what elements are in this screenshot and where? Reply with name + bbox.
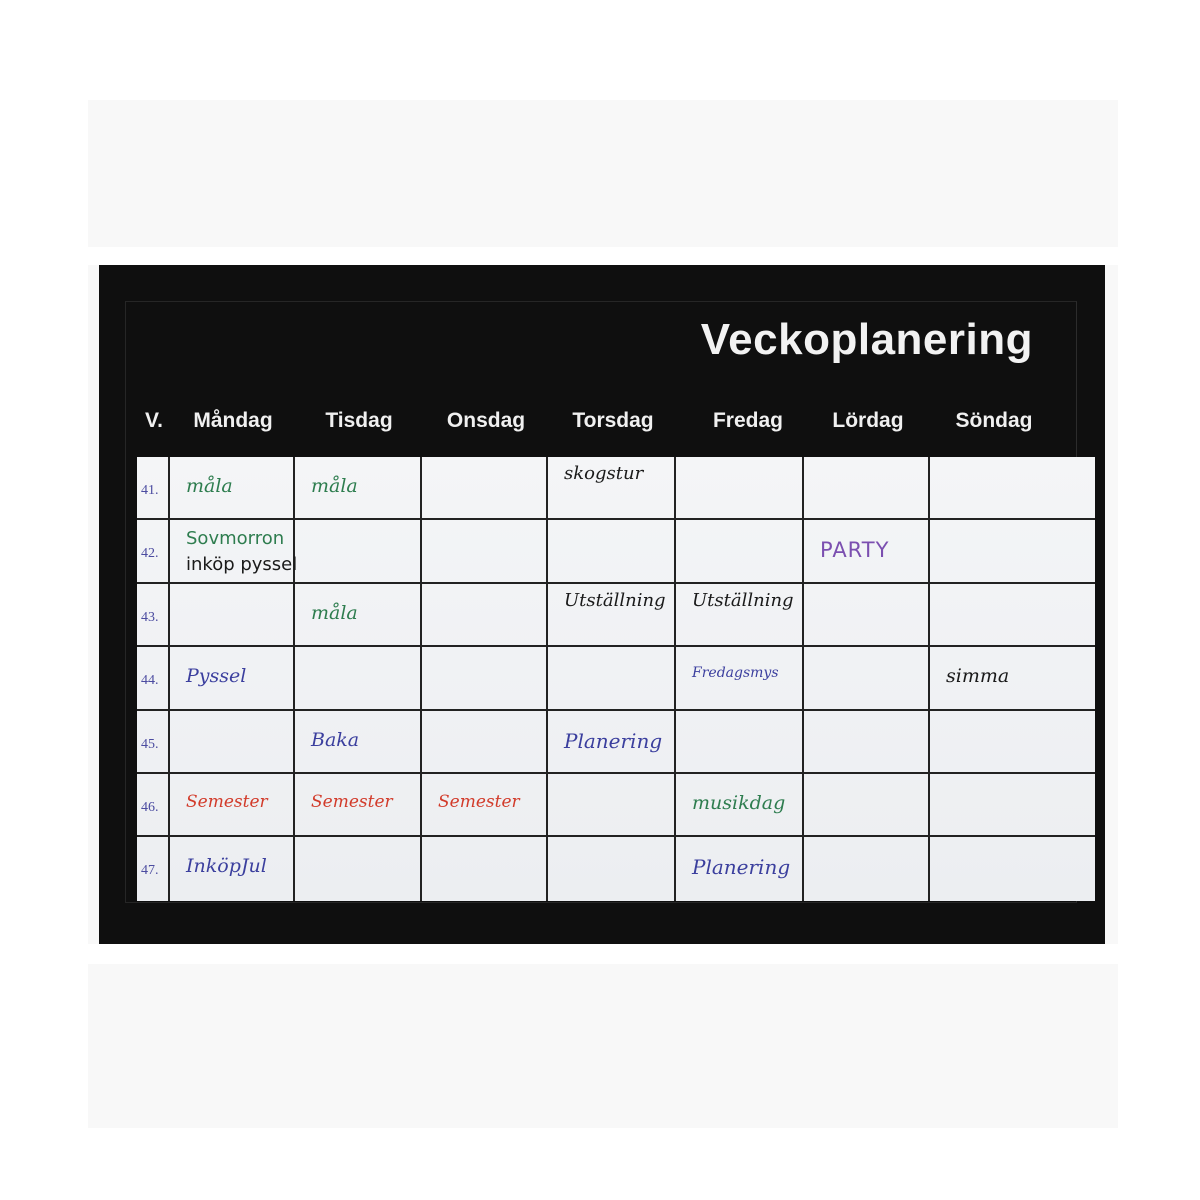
day-cell[interactable] — [548, 774, 676, 837]
week-number-cell — [137, 774, 170, 837]
week-number: 45. — [141, 736, 159, 752]
day-cell[interactable] — [930, 457, 1095, 520]
day-cell[interactable] — [548, 837, 676, 900]
day-cell[interactable] — [170, 711, 295, 774]
day-cell[interactable] — [422, 457, 548, 520]
planner-entry: Semester — [311, 792, 393, 812]
day-cell[interactable] — [930, 837, 1095, 900]
day-cell[interactable] — [676, 457, 804, 520]
day-cell[interactable] — [422, 647, 548, 710]
day-header-sndag: Söndag — [955, 409, 1033, 432]
week-number: 47. — [141, 863, 159, 879]
planner-entry: Fredagsmys — [692, 665, 779, 682]
planner-grid — [137, 457, 1095, 901]
day-cell[interactable] — [804, 837, 930, 900]
planner-entry: skogstur — [564, 463, 644, 484]
board-title: Veckoplanering — [700, 315, 1033, 364]
planner-entry: Sovmorron — [186, 528, 285, 550]
day-cell[interactable] — [930, 774, 1095, 837]
day-header-tisdag: Tisdag — [325, 409, 393, 432]
day-cell[interactable] — [295, 520, 422, 583]
planner-entry: Pyssel — [186, 665, 247, 688]
day-cell[interactable] — [295, 647, 422, 710]
week-number: 42. — [141, 546, 159, 562]
day-cell[interactable] — [422, 711, 548, 774]
planner-entry: Baka — [311, 728, 360, 751]
planner-entry: musikdag — [692, 792, 786, 814]
day-cell[interactable] — [548, 520, 676, 583]
week-number-cell — [137, 711, 170, 774]
planner-entry: Semester — [438, 792, 520, 812]
week-number: 46. — [141, 800, 159, 815]
day-cell[interactable] — [930, 711, 1095, 774]
day-cell[interactable] — [804, 774, 930, 837]
week-number-cell — [137, 457, 170, 520]
day-cell[interactable] — [804, 647, 930, 710]
day-cell[interactable] — [676, 711, 804, 774]
background-band — [88, 247, 1118, 265]
week-number-cell — [137, 647, 170, 710]
day-header-onsdag: Onsdag — [446, 409, 526, 432]
planner-entry: PARTY — [820, 538, 890, 563]
planner-entry: Semester — [186, 792, 268, 812]
planner-entry: måla — [311, 601, 358, 624]
day-cell[interactable] — [804, 457, 930, 520]
day-cell[interactable] — [804, 711, 930, 774]
day-cell[interactable] — [804, 584, 930, 647]
day-cell[interactable] — [676, 520, 804, 583]
planner-entry: simma — [946, 665, 1010, 688]
planner-entry: måla — [186, 475, 233, 497]
day-header-lrdag: Lördag — [832, 409, 904, 432]
week-number: 41. — [141, 483, 159, 498]
planner-entry: Planering — [692, 855, 791, 880]
week-number-cell — [137, 837, 170, 900]
day-cell[interactable] — [548, 647, 676, 710]
planner-entry: måla — [311, 475, 358, 497]
planner-entry: Utställning — [692, 589, 794, 611]
day-cell[interactable] — [930, 584, 1095, 647]
day-cell[interactable] — [170, 584, 295, 647]
day-header-fredag: Fredag — [712, 409, 783, 432]
day-cell[interactable] — [422, 584, 548, 647]
planner-board — [99, 265, 1105, 944]
planner-entry: InköpJul — [186, 855, 267, 878]
planner-entry: Utställning — [564, 589, 666, 611]
week-column-header: V. — [145, 409, 163, 432]
day-cell[interactable] — [930, 520, 1095, 583]
week-number-cell — [137, 584, 170, 647]
background-band — [88, 944, 1118, 964]
day-cell[interactable] — [422, 837, 548, 900]
day-header-torsdag: Torsdag — [572, 409, 654, 432]
planner-entry: inköp pyssel — [186, 554, 298, 576]
day-cell[interactable] — [422, 520, 548, 583]
week-number: 44. — [141, 673, 159, 689]
week-number-cell — [137, 520, 170, 583]
day-header-mndag: Måndag — [193, 409, 273, 432]
week-number: 43. — [141, 609, 159, 625]
day-cell[interactable] — [295, 837, 422, 900]
planner-entry: Planering — [564, 728, 663, 753]
